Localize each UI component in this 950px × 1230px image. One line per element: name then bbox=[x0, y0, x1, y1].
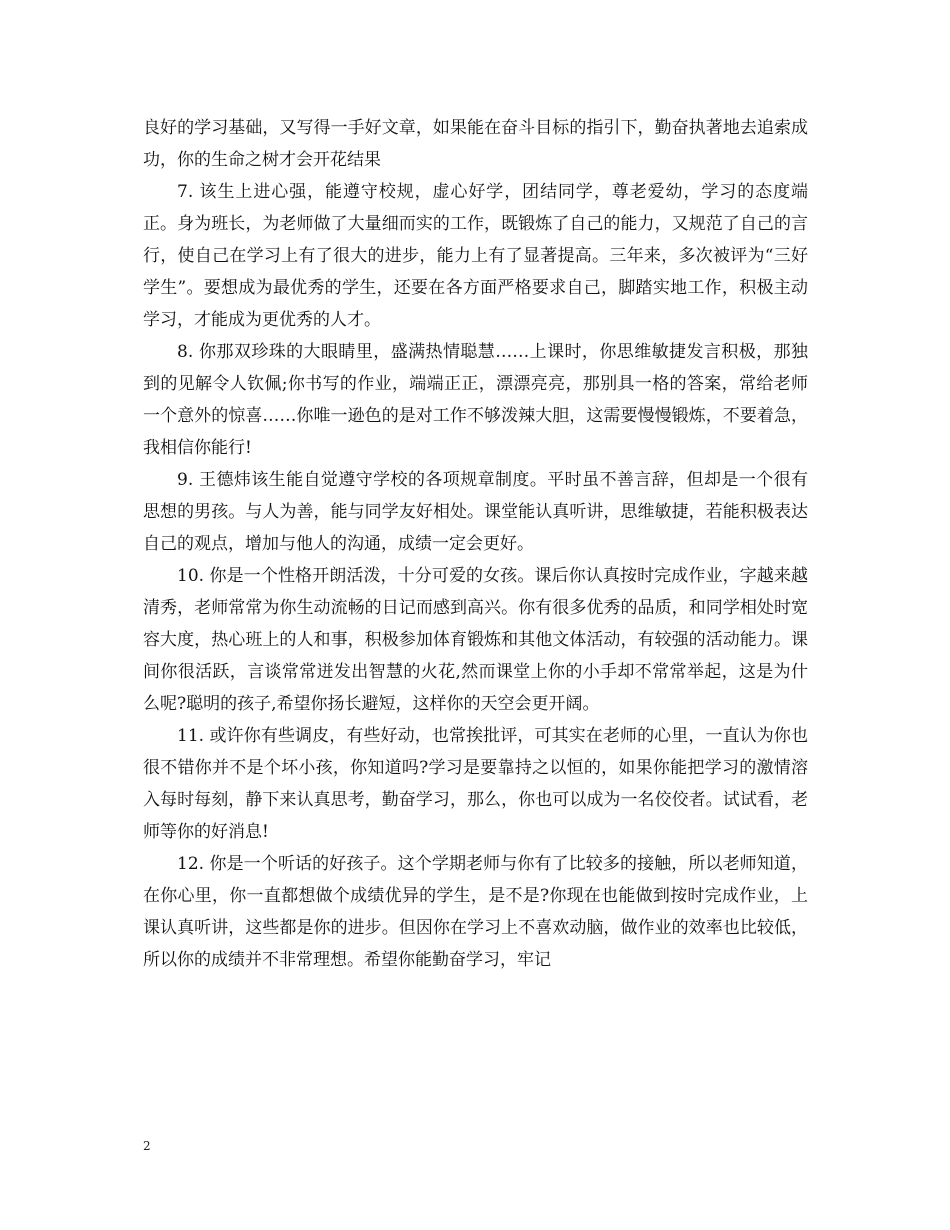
paragraph-item-12: 12. 你是一个听话的好孩子。这个学期老师与你有了比较多的接触，所以老师知道，在你心里，你一直都想做个成绩优异的学生，是不是?你现在也能做到按时完成作业，上课认真听讲，这些都是你的进步。但因你在学习上不喜欢动脑，做作业的效率也比较低，所以你的成绩并不非常理想。希望你能勤奋学习，牢记 bbox=[143, 854, 808, 970]
page-number: 2 bbox=[143, 1139, 151, 1153]
paragraph-item-11: 11. 或许你有些调皮，有些好动，也常挨批评，可其实在老师的心里，一直认为你也很不错你并不是个坏小孩，你知道吗?学习是要靠持之以恒的，如果你能把学习的激情溶入每时每刻，静下来认真思考，勤奋学习，那么，你也可以成为一名佼佼者。试试看，老师等你的好消息! bbox=[143, 726, 808, 842]
paragraph-item-7: 7. 该生上进心强，能遵守校规，虚心好学，团结同学，尊老爱幼，学习的态度端正。身为班长，为老师做了大量细而实的工作，既锻炼了自己的能力，又规范了自己的言行，使自己在学习上有了很大的进步，能力上有了显著提高。三年来，多次被评为“三好学生”。要想成为最优秀的学生，还要在各方面严格要求自己，脚踏实地工作，积极主动学习，才能成为更优秀的人才。 bbox=[143, 182, 808, 330]
paragraph-item-10: 10. 你是一个性格开朗活泼，十分可爱的女孩。课后你认真按时完成作业，字越来越清秀，老师常常为你生动流畅的日记而感到高兴。你有很多优秀的品质，和同学相处时宽容大度，热心班上的人和事，积极参加体育锻炼和其他文体活动，有较强的活动能力。课间你很活跃，言谈常常迸发出智慧的火花,然而课堂上你的小手却不常常举起，这是为什么呢?聪明的孩子,希望你扬长避短，这样你的天空会更开阔。 bbox=[143, 566, 808, 714]
paragraph-continued: 良好的学习基础，又写得一手好文章，如果能在奋斗目标的指引下，勤奋执著地去追索成功，你的生命之树才会开花结果 bbox=[143, 118, 808, 170]
paragraph-item-9: 9. 王德炜该生能自觉遵守学校的各项规章制度。平时虽不善言辞，但却是一个很有思想的男孩。与人为善，能与同学友好相处。课堂能认真听讲，思维敏捷，若能积极表达自己的观点，增加与他人的沟通，成绩一定会更好。 bbox=[143, 470, 808, 554]
document-body bbox=[143, 112, 808, 976]
paragraph-item-8: 8. 你那双珍珠的大眼睛里，盛满热情聪慧……上课时，你思维敏捷发言积极，那独到的见解令人钦佩;你书写的作业，端端正正，漂漂亮亮，那别具一格的答案，常给老师一个意外的惊喜……你唯一逊色的是对工作不够泼辣大胆，这需要慢慢锻炼，不要着急，我相信你能行! bbox=[143, 342, 808, 458]
